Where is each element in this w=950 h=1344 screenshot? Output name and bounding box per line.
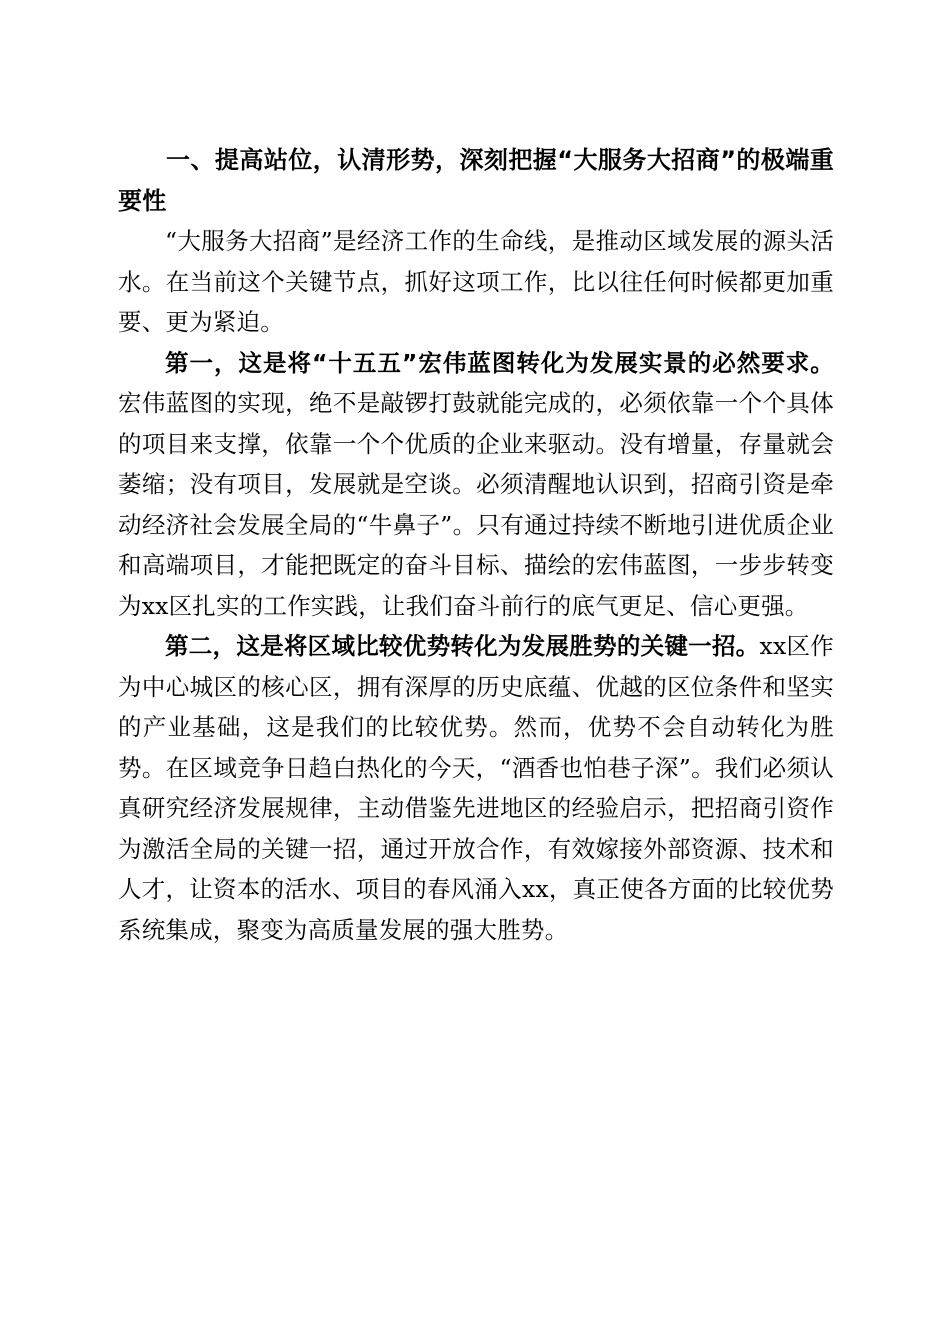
intro-paragraph: “大服务大招商”是经济工作的生命线，是推动区域发展的源头活水。在当前这个关键节点，抓好这项工作，比以往任何时候都更加重要、更为紧迫。 bbox=[118, 227, 834, 336]
point-two-lead: 第二，这是将区域比较优势转化为发展胜势的关键一招。 bbox=[165, 632, 760, 660]
point-one-paragraph bbox=[118, 343, 834, 627]
point-one-lead: 第一，这是将“十五五”宏伟蓝图转化为发展实景的必然要求。 bbox=[165, 348, 834, 377]
point-two-paragraph bbox=[118, 626, 834, 950]
point-two-body: xx区作为中心城区的核心区，拥有深厚的历史底蕴、优越的区位条件和坚实的产业基础，这是我们的比较优势。然而，优势不会自动转化为胜势。在区域竞争日趋白热化的今天，“酒香也怕巷子深”。我们必须认真研究经济发展规律，主动借鉴先进地区的经验启示，把招商引资作为激活全局的关键一招，通过开放合作，有效嫁接外部资源、技术和人才，让资本的活水、项目的春风涌入xx，真正使各方面的比较优势系统集成，聚变为高质量发展的强大胜势。 bbox=[118, 632, 834, 944]
section-heading: 一、提高站位，认清形势，深刻把握“大服务大招商”的极端重要性 bbox=[118, 146, 834, 215]
document-page bbox=[118, 140, 834, 950]
point-one-body: 宏伟蓝图的实现，绝不是敲锣打鼓就能完成的，必须依靠一个个具体的项目来支撑，依靠一个个优质的企业来驱动。没有增量，存量就会萎缩；没有项目，发展就是空谈。必须清醒地认识到，招商引资是牵动经济社会发展全局的“牛鼻子”。只有通过持续不断地引进优质企业和高端项目，才能把既定的奋斗目标、描绘的宏伟蓝图，一步步转变为xx区扎实的工作实践，让我们奋斗前行的底气更足、信心更强。 bbox=[118, 389, 834, 620]
